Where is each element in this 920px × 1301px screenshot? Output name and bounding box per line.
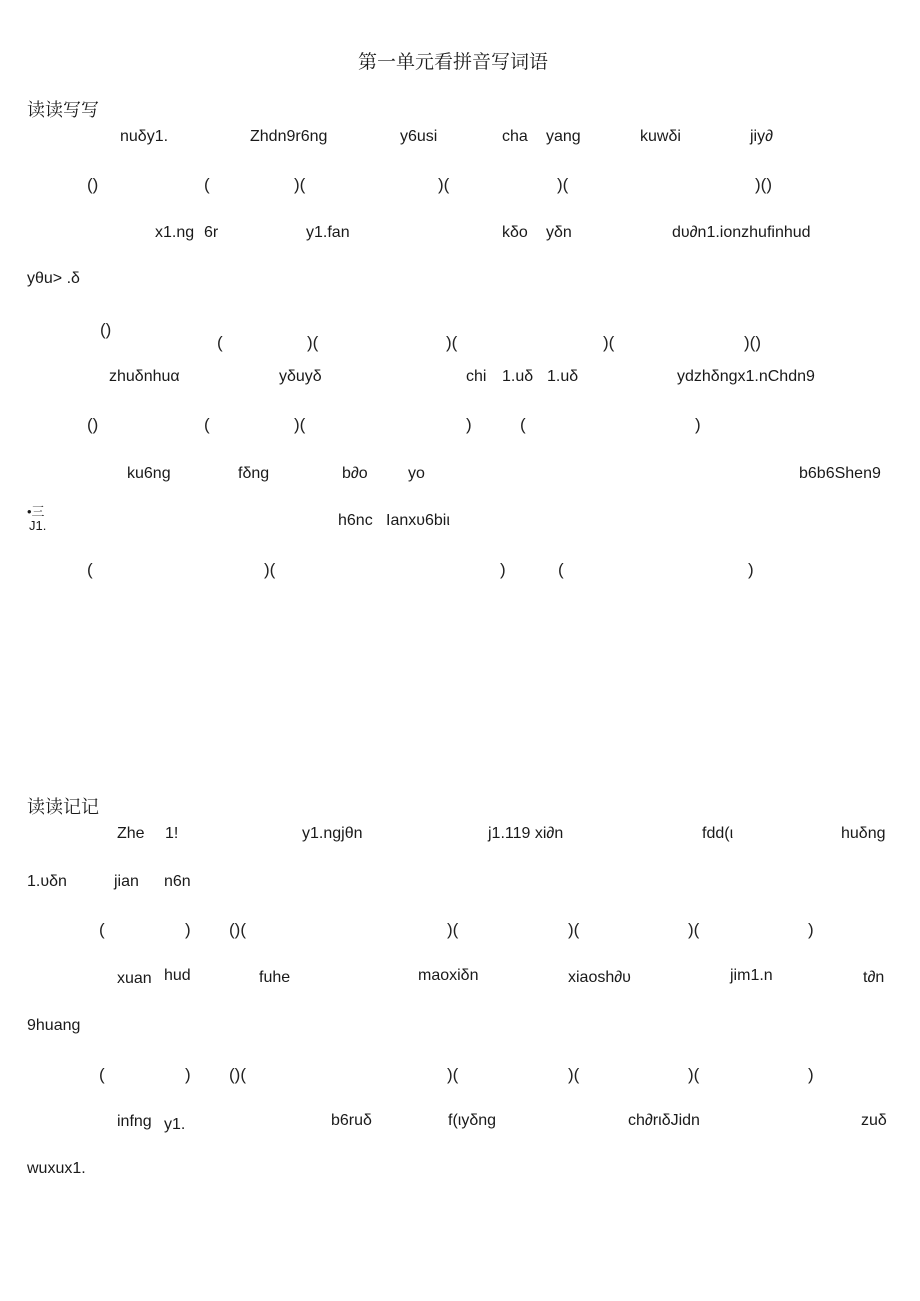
pinyin: 6r — [204, 224, 219, 241]
pinyin: huδng — [841, 825, 886, 842]
pinyin: x1.ng — [155, 224, 195, 241]
answer-bracket[interactable]: ) — [748, 560, 754, 579]
pinyin: Ianxυ6biι — [386, 512, 450, 529]
pinyin: n6n — [164, 873, 191, 890]
pinyin: wuxux1. — [27, 1160, 86, 1177]
answer-bracket[interactable]: ) — [808, 1065, 814, 1084]
pinyin: 1.uδ — [502, 368, 534, 385]
answer-bracket[interactable]: ( — [99, 1065, 105, 1084]
pinyin: xuan — [117, 970, 152, 987]
pinyin: yδn — [546, 224, 572, 241]
pinyin: jian — [114, 873, 139, 890]
answer-bracket[interactable]: )( — [688, 1065, 700, 1084]
pinyin: xiaosh∂υ — [568, 969, 631, 986]
pinyin: maoxiδn — [418, 967, 479, 984]
pinyin: y1.fan — [306, 224, 350, 241]
pinyin: b∂o — [342, 465, 368, 482]
pinyin: y1. — [164, 1116, 186, 1133]
pinyin: cha — [502, 128, 528, 145]
answer-bracket[interactable]: )() — [755, 175, 772, 194]
answer-bracket[interactable]: ) — [808, 920, 814, 939]
pinyin: fδng — [238, 465, 270, 482]
pinyin: 1.υδn — [27, 873, 67, 890]
pinyin: dυ∂n1.ionzhufinhud — [672, 224, 811, 241]
pinyin: b6ruδ — [331, 1112, 372, 1129]
answer-bracket[interactable]: )( — [688, 920, 700, 939]
pinyin: b6b6Shen9 — [799, 465, 881, 482]
answer-bracket[interactable]: )( — [438, 175, 450, 194]
pinyin: yδuyδ — [279, 368, 322, 385]
pinyin: yθu> .δ — [27, 270, 80, 287]
pinyin: jiy∂ — [750, 128, 774, 145]
answer-bracket[interactable]: ( — [99, 920, 105, 939]
answer-bracket[interactable]: ( — [217, 333, 223, 352]
answer-bracket[interactable]: )( — [568, 1065, 580, 1084]
answer-bracket[interactable]: ) — [185, 1065, 191, 1084]
answer-bracket[interactable]: () — [100, 320, 112, 339]
pinyin: nuδy1. — [120, 128, 169, 145]
answer-bracket[interactable]: )( — [447, 1065, 459, 1084]
pinyin: t∂n — [863, 969, 885, 986]
page-title: 第一单元看拼音写词语 — [358, 51, 549, 73]
pinyin: 1! — [165, 825, 179, 842]
answer-bracket[interactable]: )( — [603, 333, 615, 352]
answer-bracket[interactable]: () — [87, 415, 99, 434]
answer-bracket[interactable]: ) — [466, 415, 472, 434]
pinyin: h6nc — [338, 512, 373, 529]
pinyin: f(ιyδng — [448, 1112, 497, 1129]
answer-bracket[interactable]: )( — [264, 560, 276, 579]
pinyin: kuwδi — [640, 128, 681, 145]
answer-bracket[interactable]: )( — [294, 415, 306, 434]
answer-bracket[interactable]: ()( — [229, 1065, 246, 1084]
answer-bracket[interactable]: ) — [185, 920, 191, 939]
section-heading-2: 读读记记 — [27, 797, 99, 818]
answer-bracket[interactable]: ) — [500, 560, 506, 579]
answer-bracket[interactable]: ( — [204, 415, 210, 434]
pinyin: j1.119 xi∂n — [488, 825, 564, 842]
answer-bracket[interactable]: ( — [558, 560, 564, 579]
pinyin: J1. — [29, 518, 47, 533]
answer-bracket[interactable]: )( — [446, 333, 458, 352]
pinyin: 1.uδ — [547, 368, 579, 385]
pinyin: ydzhδngx1.nChdn9 — [677, 368, 815, 385]
pinyin: •三 — [27, 504, 45, 519]
answer-bracket[interactable]: () — [87, 175, 99, 194]
answer-bracket[interactable]: ( — [520, 415, 526, 434]
pinyin: y6usi — [400, 128, 438, 145]
pinyin: 9huang — [27, 1017, 81, 1034]
answer-bracket[interactable]: )( — [307, 333, 319, 352]
pinyin: yang — [546, 128, 581, 145]
pinyin: yo — [408, 465, 425, 482]
pinyin: chi — [466, 368, 487, 385]
answer-bracket[interactable]: ()( — [229, 920, 246, 939]
answer-bracket[interactable]: )( — [294, 175, 306, 194]
pinyin: ku6ng — [127, 465, 171, 482]
section-heading-1: 读读写写 — [27, 100, 99, 121]
pinyin: fuhe — [259, 969, 291, 986]
pinyin: y1.ngjθn — [302, 825, 363, 842]
answer-bracket[interactable]: ( — [204, 175, 210, 194]
pinyin: jim1.n — [730, 967, 773, 984]
answer-bracket[interactable]: )() — [744, 333, 761, 352]
answer-bracket[interactable]: )( — [557, 175, 569, 194]
pinyin: zuδ — [861, 1112, 887, 1129]
pinyin: hud — [164, 967, 191, 984]
pinyin: Zhdn9r6ng — [250, 128, 328, 145]
pinyin: infng — [117, 1113, 152, 1130]
answer-bracket[interactable]: )( — [568, 920, 580, 939]
answer-bracket[interactable]: ( — [87, 560, 93, 579]
pinyin: kδo — [502, 224, 528, 241]
answer-bracket[interactable]: ) — [695, 415, 701, 434]
pinyin: ch∂rιδJidn — [628, 1112, 700, 1129]
pinyin: Zhe — [117, 825, 145, 842]
pinyin: fdd(ι — [702, 825, 734, 842]
pinyin: zhuδnhuα — [109, 368, 180, 385]
answer-bracket[interactable]: )( — [447, 920, 459, 939]
